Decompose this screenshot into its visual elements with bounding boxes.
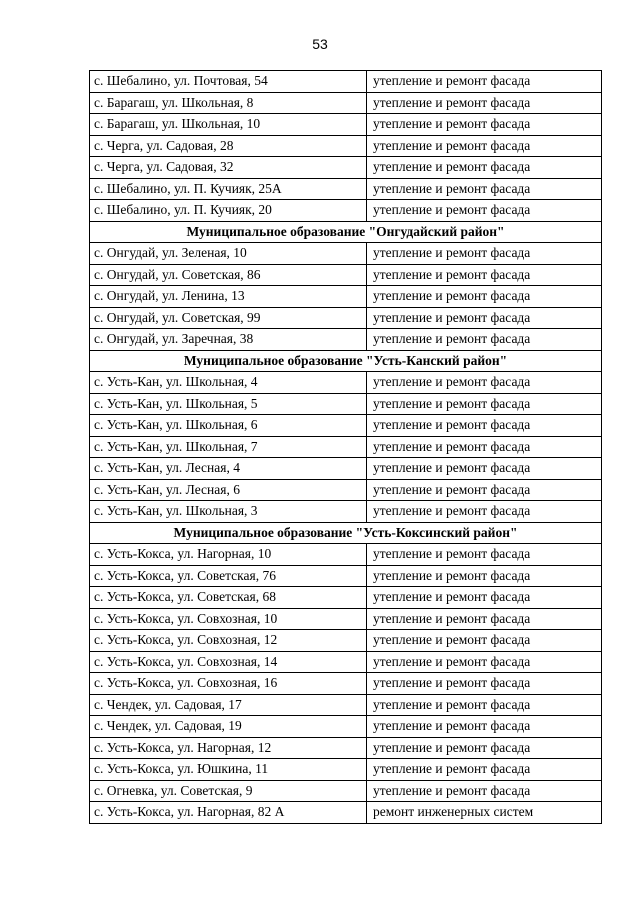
table-row xyxy=(90,587,602,609)
work-type-cell: утепление и ремонт фасада xyxy=(367,415,602,437)
table-row xyxy=(90,673,602,695)
page-number: 53 xyxy=(312,36,328,52)
address-cell: с. Усть-Кокса, ул. Советская, 68 xyxy=(90,587,367,609)
section-header-row xyxy=(90,522,602,544)
table-row xyxy=(90,135,602,157)
table-row xyxy=(90,114,602,136)
table-row xyxy=(90,780,602,802)
section-header: Муниципальное образование "Усть-Канский район" xyxy=(90,350,602,372)
work-type-cell: утепление и ремонт фасада xyxy=(367,436,602,458)
table-row xyxy=(90,415,602,437)
work-type-cell: утепление и ремонт фасада xyxy=(367,651,602,673)
table-row xyxy=(90,436,602,458)
section-header-row xyxy=(90,350,602,372)
work-type-cell: утепление и ремонт фасада xyxy=(367,329,602,351)
address-cell: с. Шебалино, ул. П. Кучияк, 20 xyxy=(90,200,367,222)
table-body xyxy=(90,71,602,824)
address-cell: с. Шебалино, ул. Почтовая, 54 xyxy=(90,71,367,93)
buildings-table xyxy=(89,70,602,824)
work-type-cell: утепление и ремонт фасада xyxy=(367,716,602,738)
work-type-cell: утепление и ремонт фасада xyxy=(367,157,602,179)
section-header: Муниципальное образование "Усть-Коксинский район" xyxy=(90,522,602,544)
table-row xyxy=(90,71,602,93)
work-type-cell: утепление и ремонт фасада xyxy=(367,479,602,501)
table-row xyxy=(90,501,602,523)
address-cell: с. Онгудай, ул. Заречная, 38 xyxy=(90,329,367,351)
address-cell: с. Усть-Кокса, ул. Совхозная, 14 xyxy=(90,651,367,673)
address-cell: с. Усть-Кан, ул. Школьная, 5 xyxy=(90,393,367,415)
table-row xyxy=(90,200,602,222)
work-type-cell: утепление и ремонт фасада xyxy=(367,501,602,523)
address-cell: с. Усть-Кан, ул. Лесная, 6 xyxy=(90,479,367,501)
section-header: Муниципальное образование "Онгудайский район" xyxy=(90,221,602,243)
work-type-cell: утепление и ремонт фасада xyxy=(367,114,602,136)
address-cell: с. Онгудай, ул. Зеленая, 10 xyxy=(90,243,367,265)
address-cell: с. Усть-Кокса, ул. Совхозная, 10 xyxy=(90,608,367,630)
table-row xyxy=(90,243,602,265)
work-type-cell: утепление и ремонт фасада xyxy=(367,286,602,308)
work-type-cell: утепление и ремонт фасада xyxy=(367,565,602,587)
address-cell: с. Онгудай, ул. Советская, 99 xyxy=(90,307,367,329)
work-type-cell: утепление и ремонт фасада xyxy=(367,243,602,265)
work-type-cell: утепление и ремонт фасада xyxy=(367,780,602,802)
table-row xyxy=(90,759,602,781)
work-type-cell: ремонт инженерных систем xyxy=(367,802,602,824)
table-row xyxy=(90,92,602,114)
section-header-row xyxy=(90,221,602,243)
table-row xyxy=(90,393,602,415)
table-row xyxy=(90,479,602,501)
address-cell: с. Усть-Кокса, ул. Юшкина, 11 xyxy=(90,759,367,781)
table-row xyxy=(90,608,602,630)
work-type-cell: утепление и ремонт фасада xyxy=(367,307,602,329)
table-row xyxy=(90,307,602,329)
table-row xyxy=(90,651,602,673)
address-cell: с. Черга, ул. Садовая, 28 xyxy=(90,135,367,157)
work-type-cell: утепление и ремонт фасада xyxy=(367,372,602,394)
work-type-cell: утепление и ремонт фасада xyxy=(367,630,602,652)
table-row xyxy=(90,694,602,716)
address-cell: с. Усть-Кокса, ул. Совхозная, 12 xyxy=(90,630,367,652)
address-cell: с. Усть-Кокса, ул. Совхозная, 16 xyxy=(90,673,367,695)
address-cell: с. Усть-Кокса, ул. Нагорная, 10 xyxy=(90,544,367,566)
address-cell: с. Усть-Кан, ул. Лесная, 4 xyxy=(90,458,367,480)
work-type-cell: утепление и ремонт фасада xyxy=(367,608,602,630)
address-cell: с. Чендек, ул. Садовая, 17 xyxy=(90,694,367,716)
table-row xyxy=(90,716,602,738)
work-type-cell: утепление и ремонт фасада xyxy=(367,587,602,609)
table-row xyxy=(90,544,602,566)
work-type-cell: утепление и ремонт фасада xyxy=(367,178,602,200)
table-row xyxy=(90,372,602,394)
table-row xyxy=(90,264,602,286)
work-type-cell: утепление и ремонт фасада xyxy=(367,71,602,93)
work-type-cell: утепление и ремонт фасада xyxy=(367,92,602,114)
address-cell: с. Онгудай, ул. Советская, 86 xyxy=(90,264,367,286)
work-type-cell: утепление и ремонт фасада xyxy=(367,393,602,415)
address-cell: с. Усть-Кокса, ул. Нагорная, 82 А xyxy=(90,802,367,824)
address-cell: с. Барагаш, ул. Школьная, 10 xyxy=(90,114,367,136)
table-row xyxy=(90,458,602,480)
address-cell: с. Усть-Кокса, ул. Советская, 76 xyxy=(90,565,367,587)
table-row xyxy=(90,802,602,824)
table-row xyxy=(90,286,602,308)
work-type-cell: утепление и ремонт фасада xyxy=(367,673,602,695)
work-type-cell: утепление и ремонт фасада xyxy=(367,135,602,157)
address-cell: с. Шебалино, ул. П. Кучияк, 25А xyxy=(90,178,367,200)
work-type-cell: утепление и ремонт фасада xyxy=(367,544,602,566)
work-type-cell: утепление и ремонт фасада xyxy=(367,264,602,286)
table-row xyxy=(90,737,602,759)
work-type-cell: утепление и ремонт фасада xyxy=(367,200,602,222)
work-type-cell: утепление и ремонт фасада xyxy=(367,694,602,716)
table-row xyxy=(90,630,602,652)
address-cell: с. Усть-Кокса, ул. Нагорная, 12 xyxy=(90,737,367,759)
address-cell: с. Черга, ул. Садовая, 32 xyxy=(90,157,367,179)
address-cell: с. Огневка, ул. Советская, 9 xyxy=(90,780,367,802)
table-row xyxy=(90,565,602,587)
work-type-cell: утепление и ремонт фасада xyxy=(367,458,602,480)
table-row xyxy=(90,157,602,179)
address-cell: с. Усть-Кан, ул. Школьная, 7 xyxy=(90,436,367,458)
address-cell: с. Усть-Кан, ул. Школьная, 3 xyxy=(90,501,367,523)
work-type-cell: утепление и ремонт фасада xyxy=(367,737,602,759)
address-cell: с. Чендек, ул. Садовая, 19 xyxy=(90,716,367,738)
table-row xyxy=(90,178,602,200)
table-row xyxy=(90,329,602,351)
address-cell: с. Барагаш, ул. Школьная, 8 xyxy=(90,92,367,114)
address-cell: с. Усть-Кан, ул. Школьная, 6 xyxy=(90,415,367,437)
address-cell: с. Усть-Кан, ул. Школьная, 4 xyxy=(90,372,367,394)
work-type-cell: утепление и ремонт фасада xyxy=(367,759,602,781)
address-cell: с. Онгудай, ул. Ленина, 13 xyxy=(90,286,367,308)
